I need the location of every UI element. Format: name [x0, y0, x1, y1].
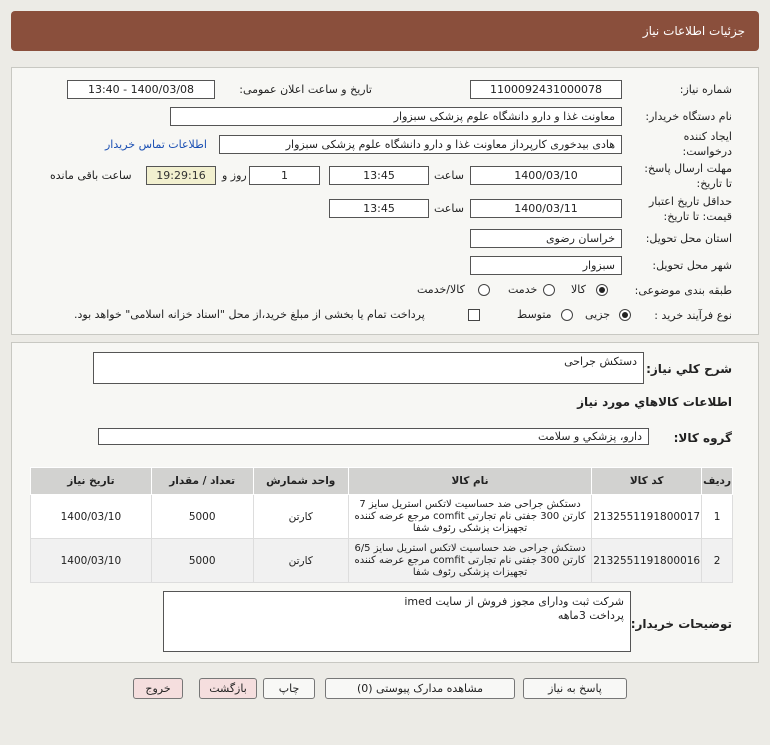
table-row	[31, 495, 733, 539]
goods-group-label: گروه کالا:	[673, 431, 732, 445]
col-header-date: تاریخ نیاز	[31, 468, 152, 495]
city-field: سبزوار	[470, 256, 622, 275]
creator-label-2: درخواست:	[682, 145, 732, 158]
buyer-contact-link[interactable]: اطلاعات تماس خریدار	[105, 138, 207, 151]
col-header-name: نام کالا	[348, 468, 591, 495]
days-remaining-field: 1	[249, 166, 320, 185]
reply-button[interactable]: پاسخ به نیاز	[523, 678, 627, 699]
validity-date-field: 1400/03/11	[470, 199, 622, 218]
category-option-goods-service: کالا/خدمت	[417, 283, 465, 296]
table-row	[31, 539, 733, 583]
row-qty: 5000	[151, 495, 253, 539]
deadline-label-2: تا تاریخ:	[696, 177, 732, 190]
row-qty: 5000	[151, 539, 253, 583]
col-header-qty: تعداد / مقدار	[151, 468, 253, 495]
buyer-notes-label: توضیحات خریدار:	[630, 617, 732, 631]
row-index: 2	[702, 539, 733, 583]
remaining-time-field: 19:29:16	[146, 166, 216, 185]
deadline-label-1: مهلت ارسال پاسخ:	[644, 162, 732, 175]
goods-group-field: دارو، پزشکي و سلامت	[98, 428, 649, 445]
row-index: 1	[702, 495, 733, 539]
page-header	[11, 11, 759, 51]
buyer-notes-field	[163, 591, 631, 652]
treasury-payment-note: پرداخت تمام یا بخشی از مبلغ خرید،از محل "اسناد خزانه اسلامی" خواهد بود.	[74, 308, 425, 321]
category-radio-service[interactable]	[543, 284, 555, 296]
province-label: استان محل تحویل:	[645, 232, 732, 245]
announce-label: تاریخ و ساعت اعلان عمومی:	[239, 83, 372, 96]
row-code: 2132551191800017	[592, 495, 702, 539]
process-radio-minor[interactable]	[619, 309, 631, 321]
row-unit: کارتن	[253, 495, 348, 539]
need-number-label: شماره نیاز:	[679, 83, 732, 96]
summary-label: شرح کلي نياز:	[646, 362, 732, 376]
goods-table-header	[31, 468, 733, 495]
category-option-service: خدمت	[508, 283, 538, 296]
category-option-goods: کالا	[571, 283, 586, 296]
validity-label-2: قیمت: تا تاریخ:	[663, 210, 732, 223]
validity-label-1: حداقل تاریخ اعتبار	[648, 195, 732, 208]
process-radio-medium[interactable]	[561, 309, 573, 321]
validity-time-field: 13:45	[329, 199, 429, 218]
goods-info-heading: اطلاعات کالاهاي مورد نياز	[577, 395, 732, 409]
col-header-index: ردیف	[702, 468, 733, 495]
back-button[interactable]: بازگشت	[199, 678, 257, 699]
process-label: نوع فرآیند خرید :	[654, 309, 732, 322]
process-option-medium: متوسط	[517, 308, 552, 321]
city-label: شهر محل تحویل:	[652, 259, 732, 272]
buyer-notes-line-1: شرکت ثبت ودارای مجوز فروش از سایت imed	[404, 595, 624, 608]
print-button[interactable]: چاپ	[263, 678, 315, 699]
deadline-date-field: 1400/03/10	[470, 166, 622, 185]
row-code: 2132551191800016	[592, 539, 702, 583]
goods-table	[30, 467, 733, 583]
summary-field: دستکش جراحی	[93, 352, 644, 384]
creator-label-1: ایجاد کننده	[683, 130, 732, 143]
remaining-label: ساعت باقی مانده	[50, 169, 132, 182]
need-number-field: 1100092431000078	[470, 80, 622, 99]
process-option-minor: جزیی	[585, 308, 611, 321]
buyer-notes-line-2: پرداخت 3ماهه	[557, 609, 624, 622]
view-attachments-button[interactable]: مشاهده مدارک پیوستی (0)	[325, 678, 515, 699]
category-radio-goods-service[interactable]	[478, 284, 490, 296]
row-name: دستکش جراحی ضد حساسیت لاتکس استریل سایز 7 کارتن 300 جفتی نام تجارتی comfit مرجع عرضه کننده تجهیزات پزشکی رئوف شفا	[348, 495, 591, 539]
announce-field: 1400/03/08 - 13:40	[67, 80, 215, 99]
col-header-unit: واحد شمارش	[253, 468, 348, 495]
validity-time-label: ساعت	[434, 202, 464, 215]
row-date: 1400/03/10	[31, 495, 152, 539]
deadline-time-field: 13:45	[329, 166, 429, 185]
province-field: خراسان رضوی	[470, 229, 622, 248]
buyer-label: نام دستگاه خریدار:	[645, 110, 732, 123]
deadline-time-label: ساعت	[434, 169, 464, 182]
treasury-payment-checkbox[interactable]	[468, 309, 480, 321]
row-name: دستکش جراحی ضد حساسیت لاتکس استریل سایز 6/5 کارتن 300 جفتی نام تجارتی comfit مرجع عرضه کننده تجهیزات پزشکی رئوف شفا	[348, 539, 591, 583]
page-title: جزئیات اطلاعات نیاز	[642, 24, 745, 38]
col-header-code: کد کالا	[592, 468, 702, 495]
category-radio-goods[interactable]	[596, 284, 608, 296]
category-label: طبقه بندی موضوعی:	[634, 284, 732, 297]
exit-button[interactable]: خروج	[133, 678, 183, 699]
buyer-field: معاونت غذا و دارو دانشگاه علوم پزشکی سبزوار	[170, 107, 622, 126]
row-date: 1400/03/10	[31, 539, 152, 583]
goods-table-wrapper	[30, 467, 733, 583]
row-unit: کارتن	[253, 539, 348, 583]
days-label: روز و	[222, 169, 247, 182]
creator-field: هادی بیدخوری کارپرداز معاونت غذا و دارو دانشگاه علوم پزشکی سبزوار	[219, 135, 622, 154]
